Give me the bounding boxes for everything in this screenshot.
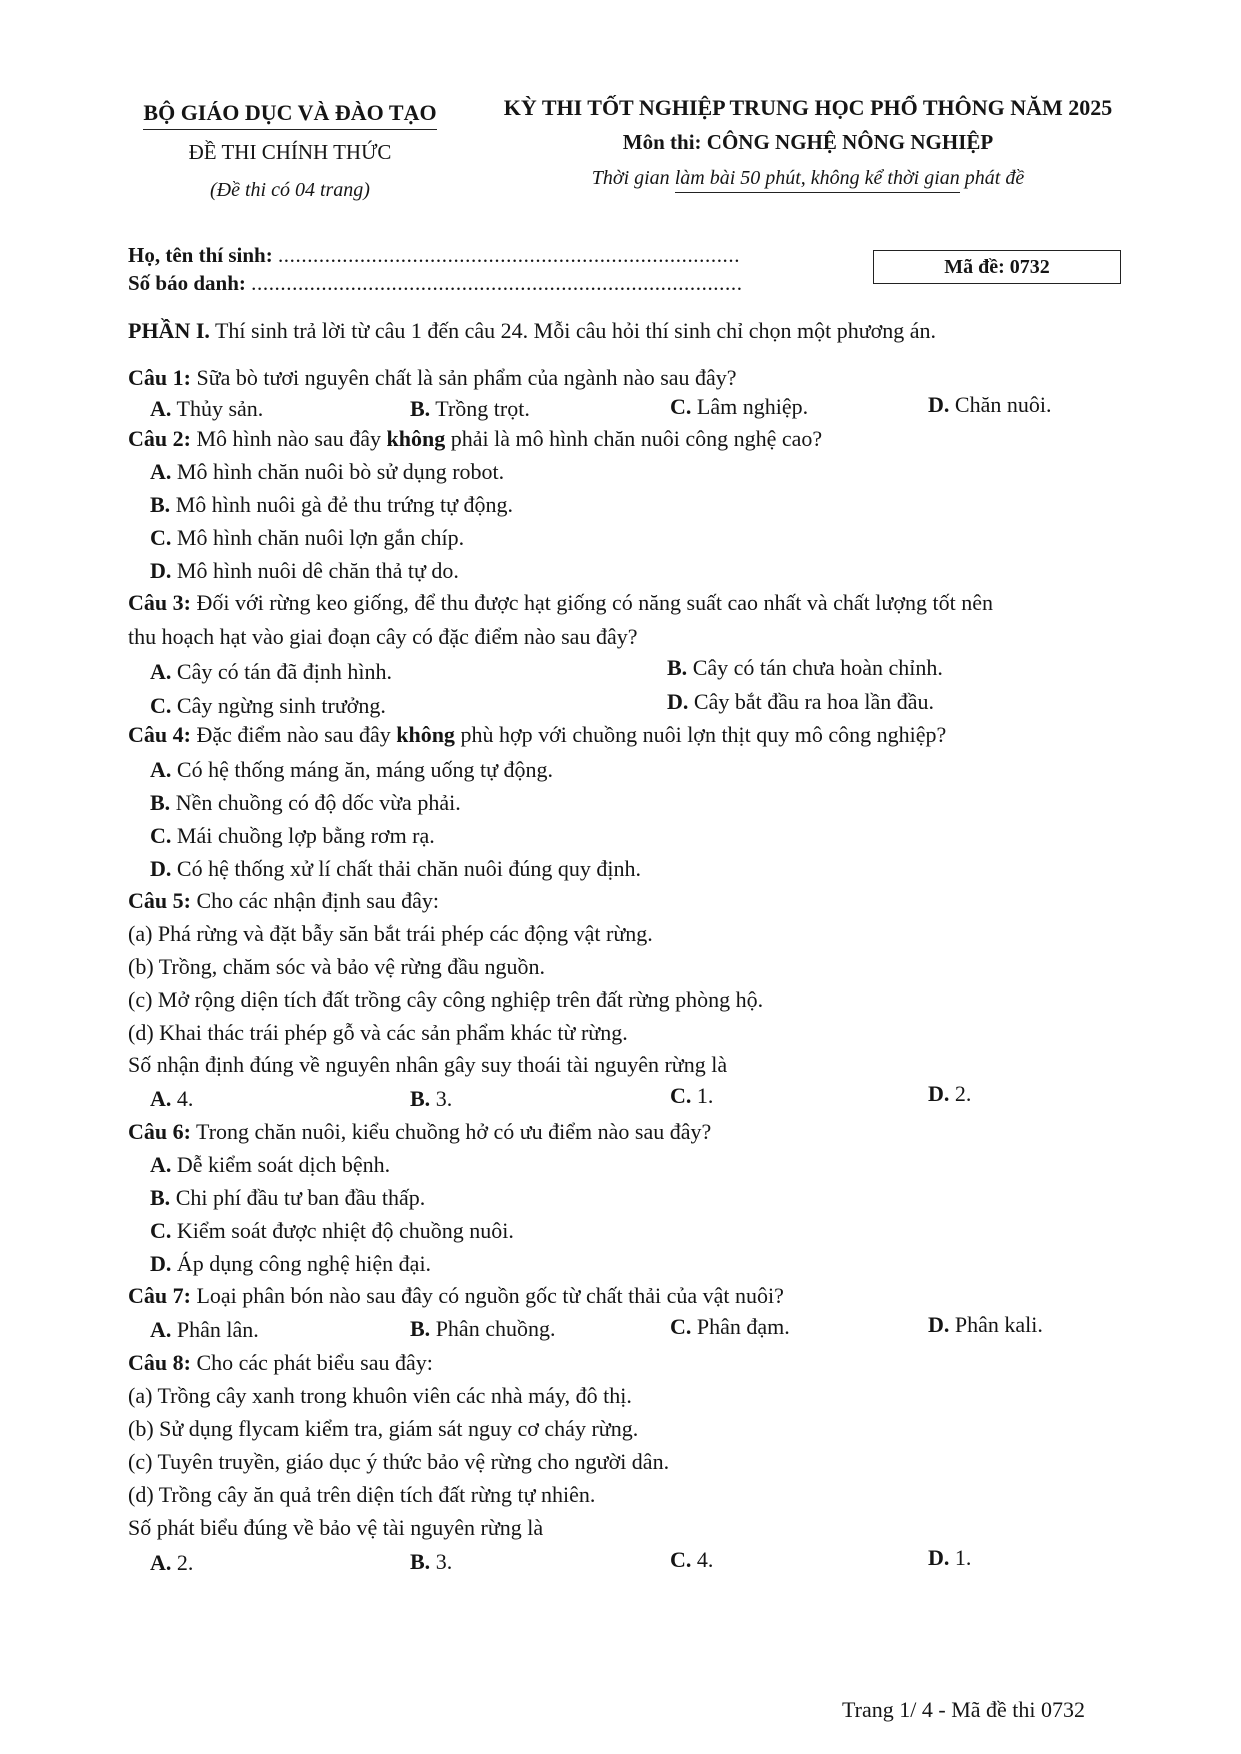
option-letter: C. [670, 1314, 692, 1339]
official-label: ĐỀ THI CHÍNH THỨC [188, 140, 392, 164]
exam-code-box: Mã đề: 0732 [873, 250, 1121, 284]
option-letter: A. [150, 1550, 172, 1575]
option-text: Phân chuồng. [435, 1316, 556, 1341]
q5-statement-b: (b) Trồng, chăm sóc và bảo vệ rừng đầu nguồn. [128, 954, 546, 979]
question-emphasis: không [396, 722, 455, 747]
option-letter: C. [150, 823, 172, 848]
q2-option-a[interactable] [150, 459, 504, 485]
q4-option-b[interactable] [150, 790, 461, 816]
option-letter: C. [670, 1547, 692, 1572]
q5-statement-a: (a) Phá rừng và đặt bẫy săn bắt trái phép các động vật rừng. [128, 921, 653, 946]
question-label: Câu 6: [128, 1119, 191, 1144]
candidate-name-field[interactable]: ............................................................................... [277, 243, 741, 267]
q8-statement-a: (a) Trồng cây xanh trong khuôn viên các nhà máy, đô thị. [128, 1383, 632, 1408]
question-4 [128, 722, 946, 748]
candidate-id-row [128, 271, 743, 296]
option-letter: D. [928, 1081, 950, 1106]
option-text: Chăn nuôi. [954, 392, 1052, 417]
question-text: Sữa bò tươi nguyên chất là sản phẩm của ngành nào sau đây? [190, 365, 737, 390]
question-1 [128, 365, 737, 391]
part1-instruction: Thí sinh trả lời từ câu 1 đến câu 24. Mỗi câu hỏi thí sinh chỉ chọn một phương án. [209, 318, 937, 343]
option-text: Kiểm soát được nhiệt độ chuồng nuôi. [176, 1218, 514, 1243]
question-3-continued: thu hoạch hạt vào giai đoạn cây có đặc điểm nào sau đây? [128, 624, 638, 649]
option-text: Phân kali. [954, 1312, 1043, 1337]
agency-name: BỘ GIÁO DỤC VÀ ĐÀO TẠO [143, 100, 436, 130]
q5-option-d[interactable] [928, 1081, 971, 1107]
option-letter: B. [410, 1086, 431, 1111]
option-letter: D. [928, 1545, 950, 1570]
option-letter: C. [150, 693, 172, 718]
page-footer: Trang 1/ 4 - Mã đề thi 0732 [842, 1697, 1086, 1722]
subject-name: CÔNG NGHỆ NÔNG NGHIỆP [706, 130, 994, 154]
option-text: Mô hình chăn nuôi lợn gắn chíp. [176, 525, 465, 550]
candidate-id-label: Số báo danh: [128, 271, 246, 295]
option-text: 1. [696, 1083, 714, 1108]
q8-statement-c: (c) Tuyên truyền, giáo dục ý thức bảo vệ rừng cho người dân. [128, 1449, 670, 1474]
option-text: Có hệ thống máng ăn, máng uống tự động. [176, 757, 553, 782]
q2-option-c[interactable] [150, 525, 464, 551]
question-label: Câu 7: [128, 1283, 191, 1308]
question-label: Câu 3: [128, 590, 191, 615]
q6-option-c[interactable] [150, 1218, 514, 1244]
question-6 [128, 1119, 711, 1145]
question-3 [128, 590, 993, 616]
option-text: Mô hình chăn nuôi bò sử dụng robot. [176, 459, 505, 484]
option-text: Có hệ thống xử lí chất thải chăn nuôi đúng quy định. [176, 856, 641, 881]
q4-option-c[interactable] [150, 823, 435, 849]
question-text: Loại phân bón nào sau đây có nguồn gốc từ chất thải của vật nuôi? [190, 1283, 784, 1308]
option-text: Mái chuồng lợp bằng rơm rạ. [176, 823, 435, 848]
q6-option-b[interactable] [150, 1185, 425, 1211]
option-letter: B. [410, 396, 431, 421]
q8-statement-d: (d) Trồng cây ăn quả trên diện tích đất rừng tự nhiên. [128, 1482, 596, 1507]
q8-statement-b: (b) Sử dụng flycam kiểm tra, giám sát nguy cơ cháy rừng. [128, 1416, 639, 1441]
option-text: Cây bắt đầu ra hoa lần đầu. [693, 689, 934, 714]
q5-statement-d: (d) Khai thác trái phép gỗ và các sản phẩm khác từ rừng. [128, 1020, 628, 1045]
option-letter: B. [150, 790, 171, 815]
option-text: Cây ngừng sinh trưởng. [176, 693, 386, 718]
option-text: 2. [954, 1081, 972, 1106]
question-text: phù hợp với chuồng nuôi lợn thịt quy mô công nghiệp? [454, 722, 947, 747]
question-label: Câu 8: [128, 1350, 191, 1375]
question-7 [128, 1283, 784, 1309]
part1-heading [128, 318, 936, 344]
question-text: Đối với rừng keo giống, để thu được hạt giống có năng suất cao nhất và chất lượng tốt nên [190, 590, 993, 615]
option-letter: B. [150, 492, 171, 517]
option-text: 1. [954, 1545, 972, 1570]
q5-statement-c: (c) Mở rộng diện tích đất trồng cây công nghiệp trên đất rừng phòng hộ. [128, 987, 764, 1012]
question-5 [128, 888, 439, 914]
part1-label: PHẦN I. [128, 318, 210, 343]
header-left [120, 100, 460, 202]
q3-option-d[interactable] [667, 689, 934, 715]
candidate-name-row [128, 243, 740, 268]
question-text: Mô hình nào sau đây [190, 426, 387, 451]
q1-option-c[interactable] [670, 394, 808, 420]
header-right [468, 95, 1148, 190]
time-part-2: làm bài 50 phút, không kể thời gian [675, 167, 960, 193]
q8-option-c[interactable] [670, 1547, 713, 1573]
q3-option-a[interactable] [150, 659, 392, 685]
question-2 [128, 426, 822, 452]
candidate-name-label: Họ, tên thí sinh: [128, 243, 273, 267]
option-letter: A. [150, 396, 172, 421]
option-letter: D. [928, 1312, 950, 1337]
option-letter: A. [150, 1152, 172, 1177]
time-note [468, 167, 1148, 190]
q1-option-b[interactable] [410, 396, 530, 422]
option-text: Mô hình nuôi dê chăn thả tự do. [176, 558, 459, 583]
option-letter: A. [150, 459, 172, 484]
q2-option-d[interactable] [150, 558, 459, 584]
option-letter: D. [150, 1251, 172, 1276]
q8-stem: Số phát biểu đúng về bảo vệ tài nguyên rừng là [128, 1515, 544, 1540]
option-text: Phân đạm. [696, 1314, 790, 1339]
question-text: Đặc điểm nào sau đây [190, 722, 397, 747]
question-label: Câu 2: [128, 426, 191, 451]
option-text: Dễ kiểm soát dịch bệnh. [176, 1152, 391, 1177]
option-letter: B. [667, 655, 688, 680]
q7-option-b[interactable] [410, 1316, 555, 1342]
q6-option-d[interactable] [150, 1251, 431, 1277]
q7-option-c[interactable] [670, 1314, 790, 1340]
option-text: Áp dụng công nghệ hiện đại. [176, 1251, 432, 1276]
option-letter: C. [670, 1083, 692, 1108]
option-text: Cây có tán đã định hình. [176, 659, 392, 684]
q7-option-d[interactable] [928, 1312, 1043, 1338]
time-part-1: Thời gian [591, 167, 675, 189]
q1-option-a[interactable] [150, 396, 263, 422]
option-letter: A. [150, 1317, 172, 1342]
option-text: Chi phí đầu tư ban đầu thấp. [175, 1185, 426, 1210]
q1-option-d[interactable] [928, 392, 1051, 418]
question-label: Câu 5: [128, 888, 191, 913]
question-emphasis: không [386, 426, 446, 451]
option-text: Nền chuồng có độ dốc vừa phải. [175, 790, 461, 815]
subject-line [468, 130, 1148, 155]
option-letter: A. [150, 757, 172, 782]
subject-label: Môn thi: [622, 130, 702, 154]
question-text: Cho các nhận định sau đây: [190, 888, 440, 913]
question-label: Câu 1: [128, 365, 191, 390]
q4-option-d[interactable] [150, 856, 641, 882]
q8-option-b[interactable] [410, 1549, 452, 1575]
q4-option-a[interactable] [150, 757, 553, 783]
q5-option-a[interactable] [150, 1086, 193, 1112]
q7-option-a[interactable] [150, 1317, 259, 1343]
question-text: Cho các phát biểu sau đây: [190, 1350, 433, 1375]
question-text: Trong chăn nuôi, kiểu chuồng hở có ưu điểm nào sau đây? [190, 1119, 712, 1144]
option-letter: B. [150, 1185, 171, 1210]
option-letter: D. [667, 689, 689, 714]
option-text: Cây có tán chưa hoàn chỉnh. [692, 655, 943, 680]
q2-option-b[interactable] [150, 492, 513, 518]
exam-title: KỲ THI TỐT NGHIỆP TRUNG HỌC PHỔ THÔNG NĂM 2025 [503, 95, 1113, 120]
candidate-id-field[interactable]: .................................................................................... [251, 271, 743, 295]
option-letter: C. [670, 394, 692, 419]
option-text: 4. [176, 1086, 194, 1111]
option-letter: B. [410, 1316, 431, 1341]
option-letter: C. [150, 525, 172, 550]
option-letter: D. [150, 558, 172, 583]
option-letter: A. [150, 1086, 172, 1111]
question-text: phải là mô hình chăn nuôi công nghệ cao? [445, 426, 823, 451]
q5-stem: Số nhận định đúng về nguyên nhân gây suy thoái tài nguyên rừng là [128, 1052, 728, 1077]
option-text: Thủy sản. [176, 396, 264, 421]
q5-option-b[interactable] [410, 1086, 452, 1112]
q5-option-c[interactable] [670, 1083, 713, 1109]
option-letter: A. [150, 659, 172, 684]
question-label: Câu 4: [128, 722, 191, 747]
option-letter: C. [150, 1218, 172, 1243]
q3-option-c[interactable] [150, 693, 386, 719]
option-text: Phân lân. [176, 1317, 259, 1342]
option-text: Lâm nghiệp. [696, 394, 809, 419]
option-letter: D. [150, 856, 172, 881]
q8-option-a[interactable] [150, 1550, 193, 1576]
option-letter: B. [410, 1549, 431, 1574]
option-text: 4. [696, 1547, 714, 1572]
question-8 [128, 1350, 433, 1376]
time-part-3: phát đề [959, 167, 1025, 189]
option-text: 3. [435, 1549, 453, 1574]
q6-option-a[interactable] [150, 1152, 390, 1178]
q8-option-d[interactable] [928, 1545, 971, 1571]
page-count-note: (Đề thi có 04 trang) [210, 179, 370, 201]
option-text: Mô hình nuôi gà đẻ thu trứng tự động. [175, 492, 514, 517]
q3-option-b[interactable] [667, 655, 943, 681]
option-letter: D. [928, 392, 950, 417]
option-text: 3. [435, 1086, 453, 1111]
option-text: 2. [176, 1550, 194, 1575]
option-text: Trồng trọt. [435, 396, 530, 421]
